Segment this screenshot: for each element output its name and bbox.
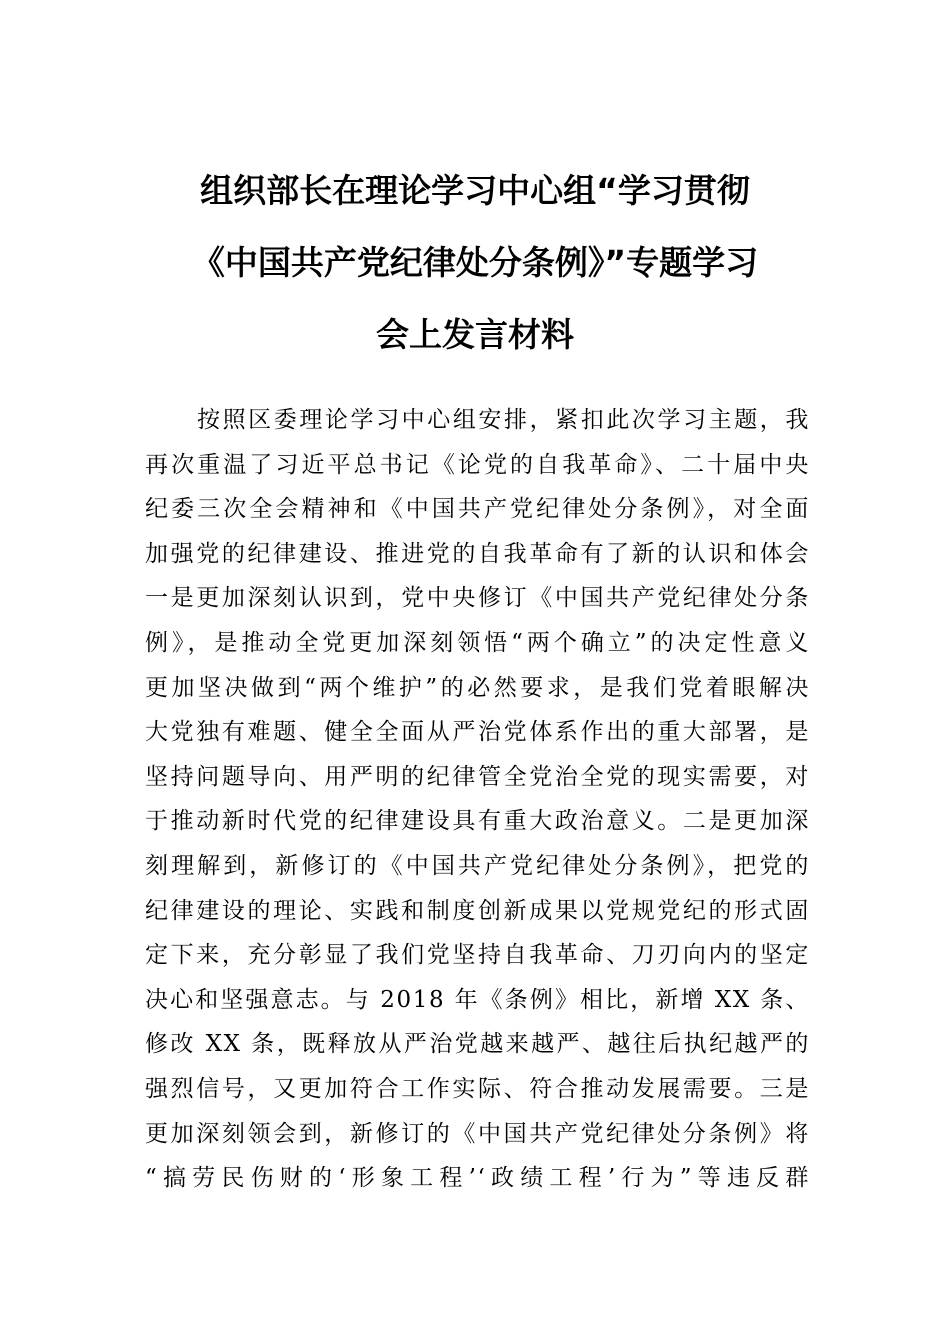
body-line: 纪委三次全会精神和《中国共产党纪律处分条例》，对全面 — [145, 496, 810, 523]
body-line: 加强党的纪律建设、推进党的自我革命有了新的认识和体会 — [145, 540, 810, 567]
body-line: 更加坚决做到“两个维护”的必然要求，是我们党着眼解决 — [145, 674, 810, 701]
body-line: 刻理解到，新修订的《中国共产党纪律处分条例》，把党的 — [145, 852, 810, 879]
document-title — [140, 155, 810, 371]
document-body — [145, 398, 810, 1201]
body-line: 修改 XX 条，既释放从严治党越来越严、越往后执纪越严的 — [145, 1031, 810, 1058]
body-line: 决心和坚强意志。与 2018 年《条例》相比，新增 XX 条、 — [145, 986, 810, 1013]
body-line: 更加深刻领会到，新修订的《中国共产党纪律处分条例》将 — [145, 1120, 810, 1147]
body-line: 坚持问题导向、用严明的纪律管全党治全党的现实需要，对 — [145, 763, 810, 790]
body-line: 于推动新时代党的纪律建设具有重大政治意义。二是更加深 — [145, 808, 810, 835]
body-line: 定下来，充分彰显了我们党坚持自我革命、刀刃向内的坚定 — [145, 942, 810, 969]
body-line: 大党独有难题、健全全面从严治党体系作出的重大部署，是 — [145, 719, 810, 746]
body-line: 一是更加深刻认识到，党中央修订《中国共产党纪律处分条 — [145, 585, 810, 612]
body-line: 例》，是推动全党更加深刻领悟“两个确立”的决定性意义 — [145, 629, 810, 656]
body-line: “搞劳民伤财的‘形象工程’‘政绩工程’行为”等违反群 — [145, 1165, 810, 1192]
title-line-2: 《中国共产党纪律处分条例》”专题学习 — [191, 243, 759, 282]
body-line: 纪律建设的理论、实践和制度创新成果以党规党纪的形式固 — [145, 897, 810, 924]
body-line: 再次重温了习近平总书记《论党的自我革命》、二十届中央 — [145, 451, 810, 478]
body-line: 按照区委理论学习中心组安排，紧扣此次学习主题，我 — [197, 407, 810, 433]
title-line-1: 组织部长在理论学习中心组“学习贯彻 — [200, 171, 750, 210]
title-line-3: 会上发言材料 — [376, 315, 574, 354]
body-line: 强烈信号，又更加符合工作实际、符合推动发展需要。三是 — [145, 1075, 810, 1102]
